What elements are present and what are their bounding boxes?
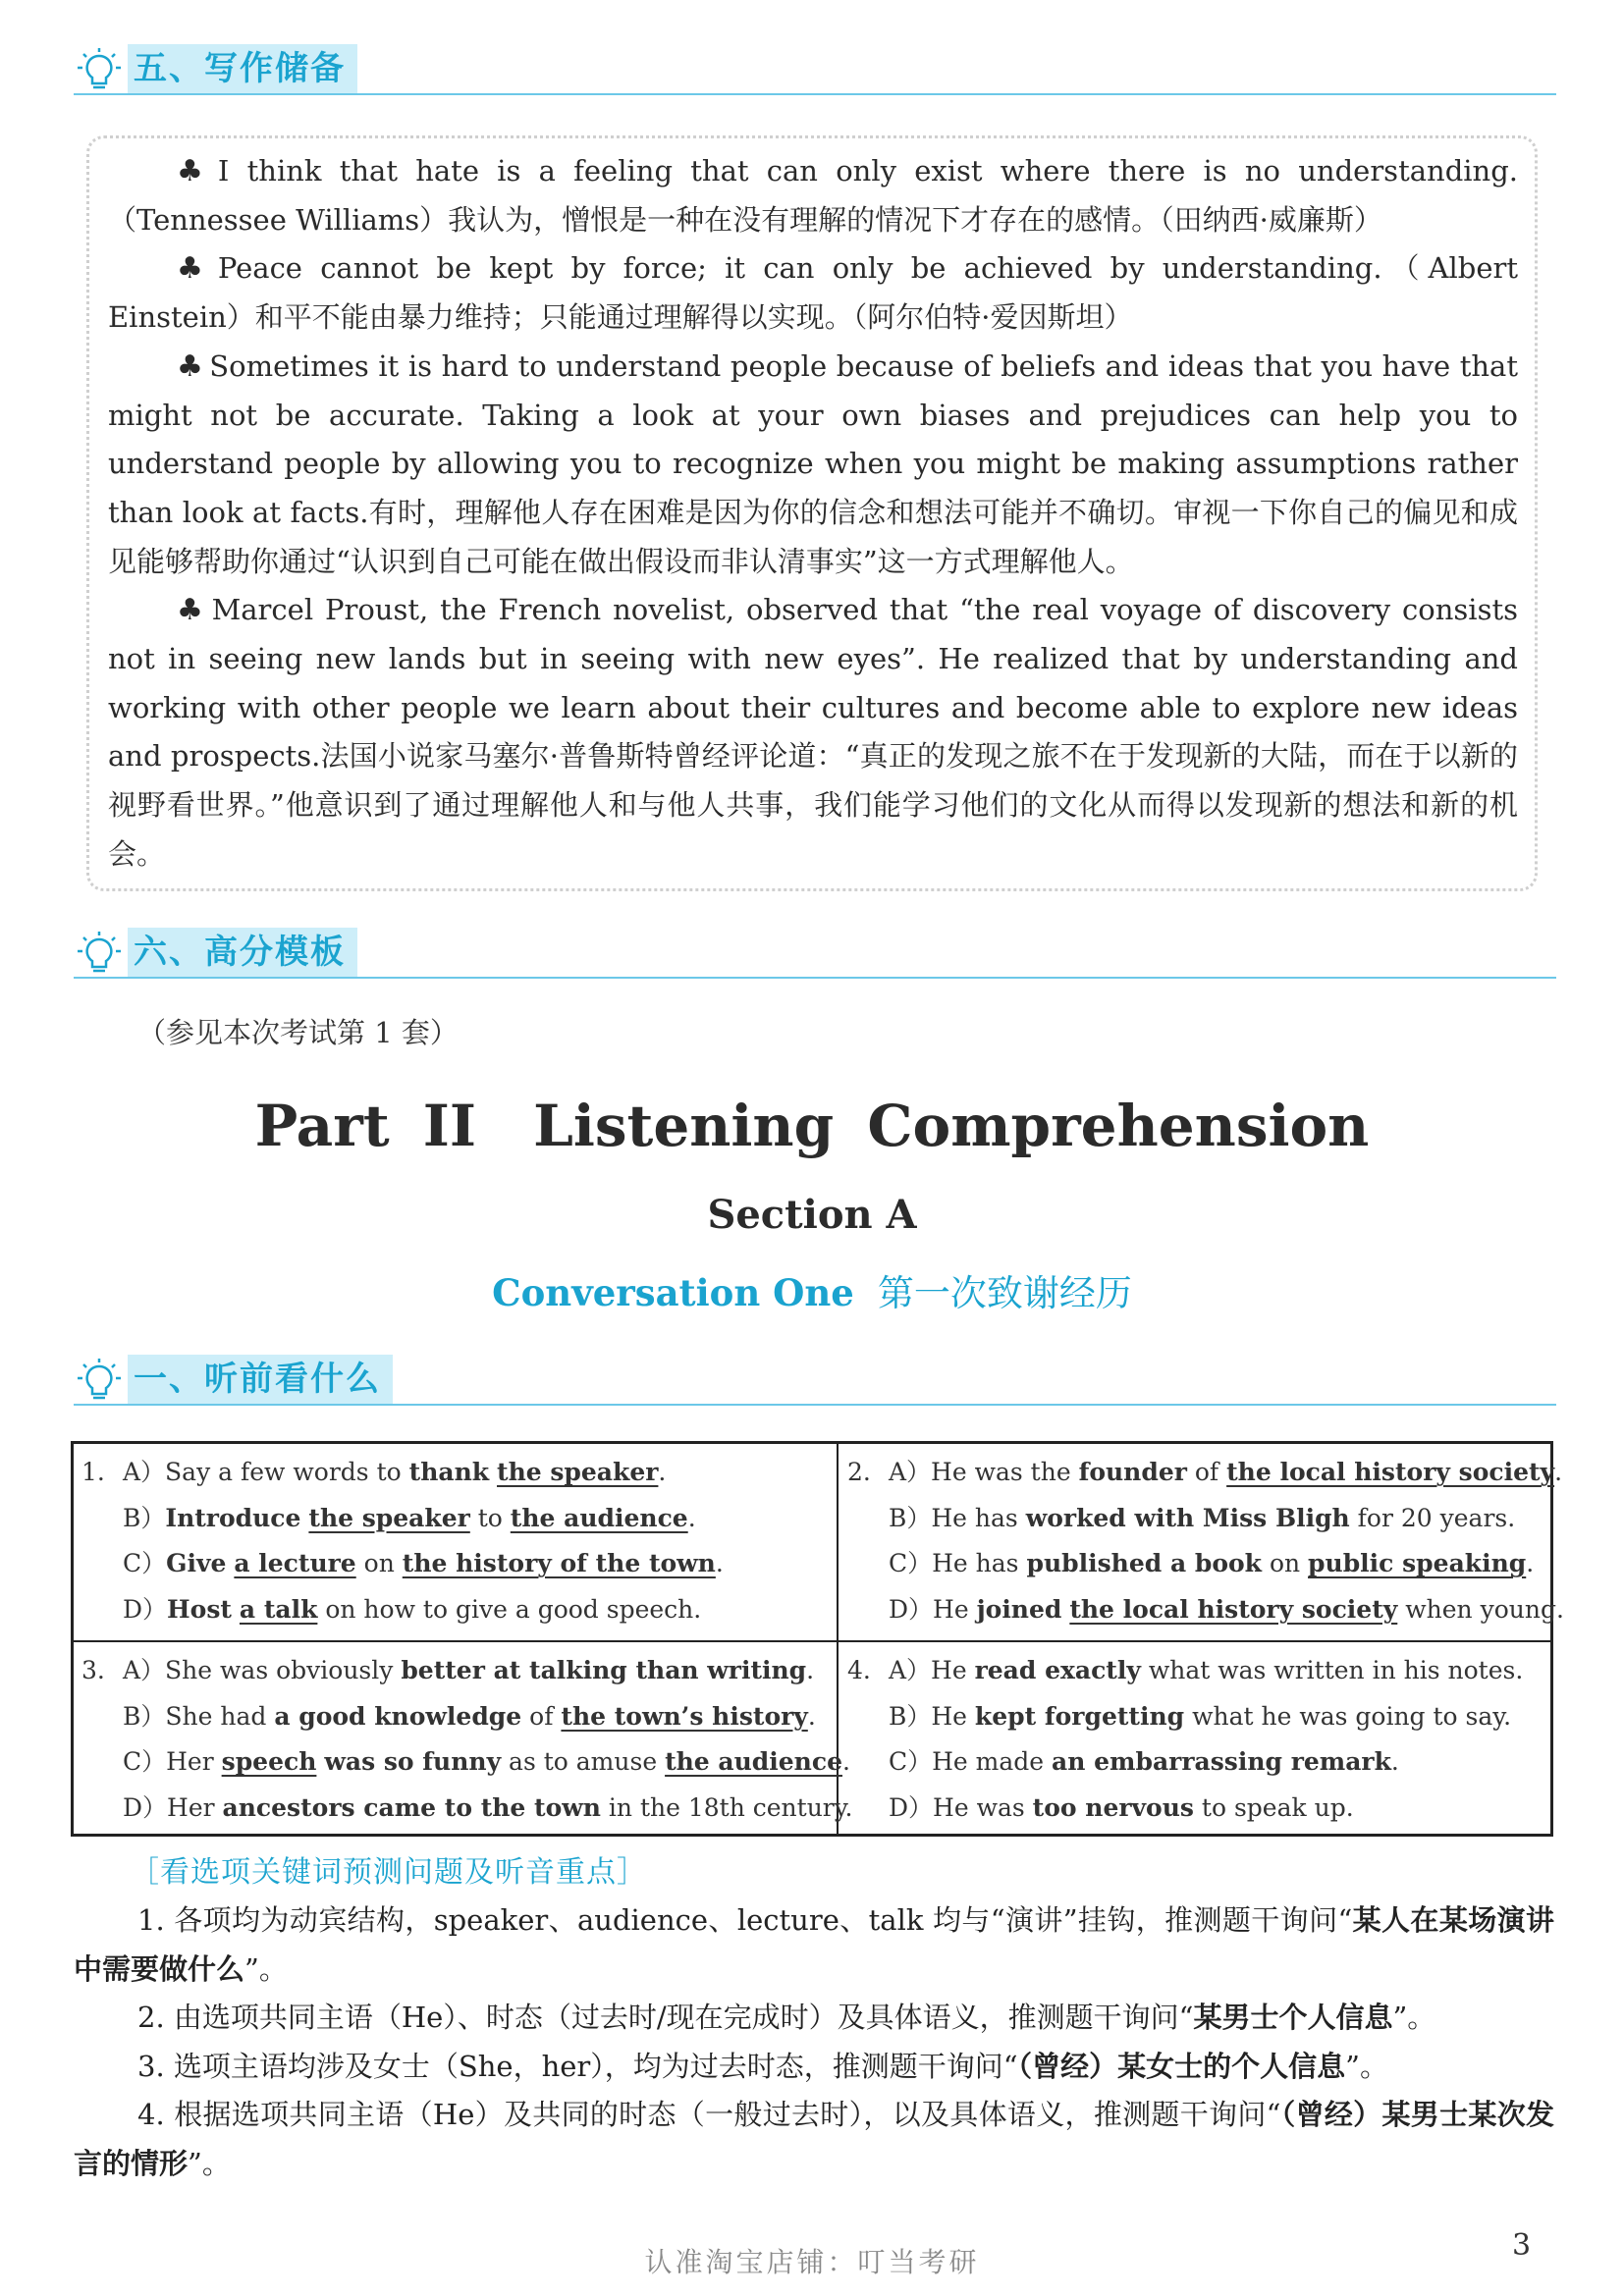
option-row: B）She had a good knowledge of the town’s history. <box>123 1701 816 1731</box>
option-row: 3. A）She was obviously better at talking than writing. <box>81 1648 853 1694</box>
page-number: 3 <box>1512 2228 1532 2263</box>
question-cell <box>81 1648 853 1831</box>
option-row: D）He was too nervous to speak up. <box>889 1792 1354 1822</box>
lightbulb-icon <box>74 1357 125 1404</box>
quote-cn: 我认为，憎恨是一种在没有理解的情况下才存在的感情。（田纳西·威廉斯） <box>448 202 1382 237</box>
lightbulb-icon <box>74 930 125 977</box>
footer-watermark: 认准淘宝店铺：叮当考研 <box>644 2246 980 2278</box>
analysis-item: 1. 各项均为动宾结构，speaker、audience、lecture、talk 均与“演讲”挂钩，推测题干询问“某人在某场演讲中需要做什么”。 <box>74 1903 1554 1986</box>
lightbulb-icon <box>74 46 125 93</box>
quote-cn: 和平不能由暴力维持；只能通过理解得以实现。（阿尔伯特·爱因斯坦） <box>254 300 1133 335</box>
analysis-item: 2. 由选项共同主语（He）、时态（过去时/现在完成时）及具体语义，推测题干询问“某男士个人信息”。 <box>137 2001 1436 2034</box>
conversation-en: Conversation One <box>492 1271 854 1314</box>
question-number: 4. <box>847 1656 871 1684</box>
option-row: C）He has published a book on public speaking. <box>889 1549 1535 1577</box>
option-row: B）He has worked with Miss Bligh for 20 years. <box>889 1503 1516 1532</box>
club-icon: ♣ <box>177 593 206 628</box>
analysis-list <box>74 1896 1554 2188</box>
option-row: D）He joined the local history society when young. <box>889 1594 1564 1624</box>
section-title: Section A <box>707 1192 917 1238</box>
question-number: 1. <box>81 1458 105 1486</box>
conversation-cn: 第一次致谢经历 <box>877 1272 1132 1314</box>
question-cell <box>81 1450 724 1632</box>
quote-cn: 法国小说家马塞尔·普鲁斯特曾经评论道：“真正的发现之旅不在于发现新的大陆，而在于以新的视野看世界。”他意识到了通过理解他人和与他人共事，我们能学习他们的文化从而得以发现新的想法和新的机会。 <box>108 739 1519 871</box>
option-row: B）He kept forgetting what he was going to say. <box>889 1701 1512 1731</box>
divider <box>74 1404 1556 1406</box>
table-divider <box>74 1640 1550 1642</box>
option-row: D）Host a talk on how to give a good speech. <box>123 1594 702 1624</box>
question-cell <box>847 1648 1523 1831</box>
divider <box>74 93 1556 95</box>
analysis-item: 4. 根据选项共同主语（He）及共同的时态（一般过去时），以及具体语义，推测题干询问“（曾经）某男士某次发言的情形”。 <box>74 2098 1554 2180</box>
option-row: C）Her speech was so funny as to amuse the audience. <box>123 1747 850 1776</box>
section-title: 六、高分模板 <box>128 928 357 977</box>
option-row: B）Introduce the speaker to the audience. <box>123 1503 696 1532</box>
option-row: C）Give a lecture on the history of the town. <box>123 1549 724 1577</box>
quote-en: Marcel Proust, the French novelist, observed that “the real voyage of discovery consists not in seeing new lands but in seeing with new eyes”. He realized that by understanding and working with other people we learn about their cultures and become able to explore new ideas and prospects. <box>108 593 1518 774</box>
option-row: 2. A）He was the founder of the local history society. <box>847 1450 1564 1496</box>
quote-item <box>108 147 1518 244</box>
quote-en: Peace cannot be kept by force; it can only be achieved by understanding.（Albert Einstein） <box>108 251 1518 335</box>
option-row: 1. A）Say a few words to thank the speaker. <box>81 1450 724 1496</box>
quote-item <box>108 343 1518 587</box>
club-icon: ♣ <box>177 251 212 287</box>
section-header-template <box>74 928 1556 979</box>
part-title: Part II Listening Comprehension <box>254 1093 1370 1159</box>
club-icon: ♣ <box>177 154 212 188</box>
conversation-title <box>0 1263 1624 1316</box>
template-note: （参见本次考试第 1 套） <box>137 1016 459 1049</box>
divider <box>74 977 1556 979</box>
quote-item <box>108 586 1518 879</box>
option-row: 4. A）He read exactly what was written in his notes. <box>847 1648 1523 1694</box>
club-icon: ♣ <box>177 348 204 384</box>
section-title: 五、写作储备 <box>128 44 357 93</box>
tip-label: ［看选项关键词预测问题及听音重点］ <box>130 1855 647 1890</box>
quote-item <box>108 244 1518 342</box>
section-header-writing-prep <box>74 44 1556 95</box>
quote-en: Sometimes it is hard to understand people because of beliefs and ideas that you have that might not be accurate. Taking a look at your own biases and prejudices can help you to understand people by allowing you to recognize when you might be making assumptions rather than look at facts. <box>108 348 1518 529</box>
section-header-pre-listening <box>74 1355 1556 1406</box>
section-title: 一、听前看什么 <box>128 1355 393 1404</box>
quote-cn: 有时，理解他人存在困难是因为你的信念和想法可能并不确切。审视一下你自己的偏见和成见能够帮助你通过“认识到自己可能在做出假设而非认清事实”这一方式理解他人。 <box>108 495 1518 578</box>
option-row: C）He made an embarrassing remark. <box>889 1747 1399 1776</box>
question-cell <box>847 1450 1564 1632</box>
question-number: 2. <box>847 1458 871 1486</box>
options-table <box>71 1441 1564 1837</box>
question-number: 3. <box>81 1656 105 1684</box>
option-row: D）Her ancestors came to the town in the 18th century. <box>123 1792 853 1822</box>
analysis-item: 3. 选项主语均涉及女士（She，her），均为过去时态，推测题干询问“（曾经）某女士的个人信息”。 <box>137 2049 1388 2083</box>
quote-list <box>108 147 1518 880</box>
quote-en: I think that hate is a feeling that can only exist where there is no understanding.（Tennessee Williams） <box>108 154 1518 237</box>
